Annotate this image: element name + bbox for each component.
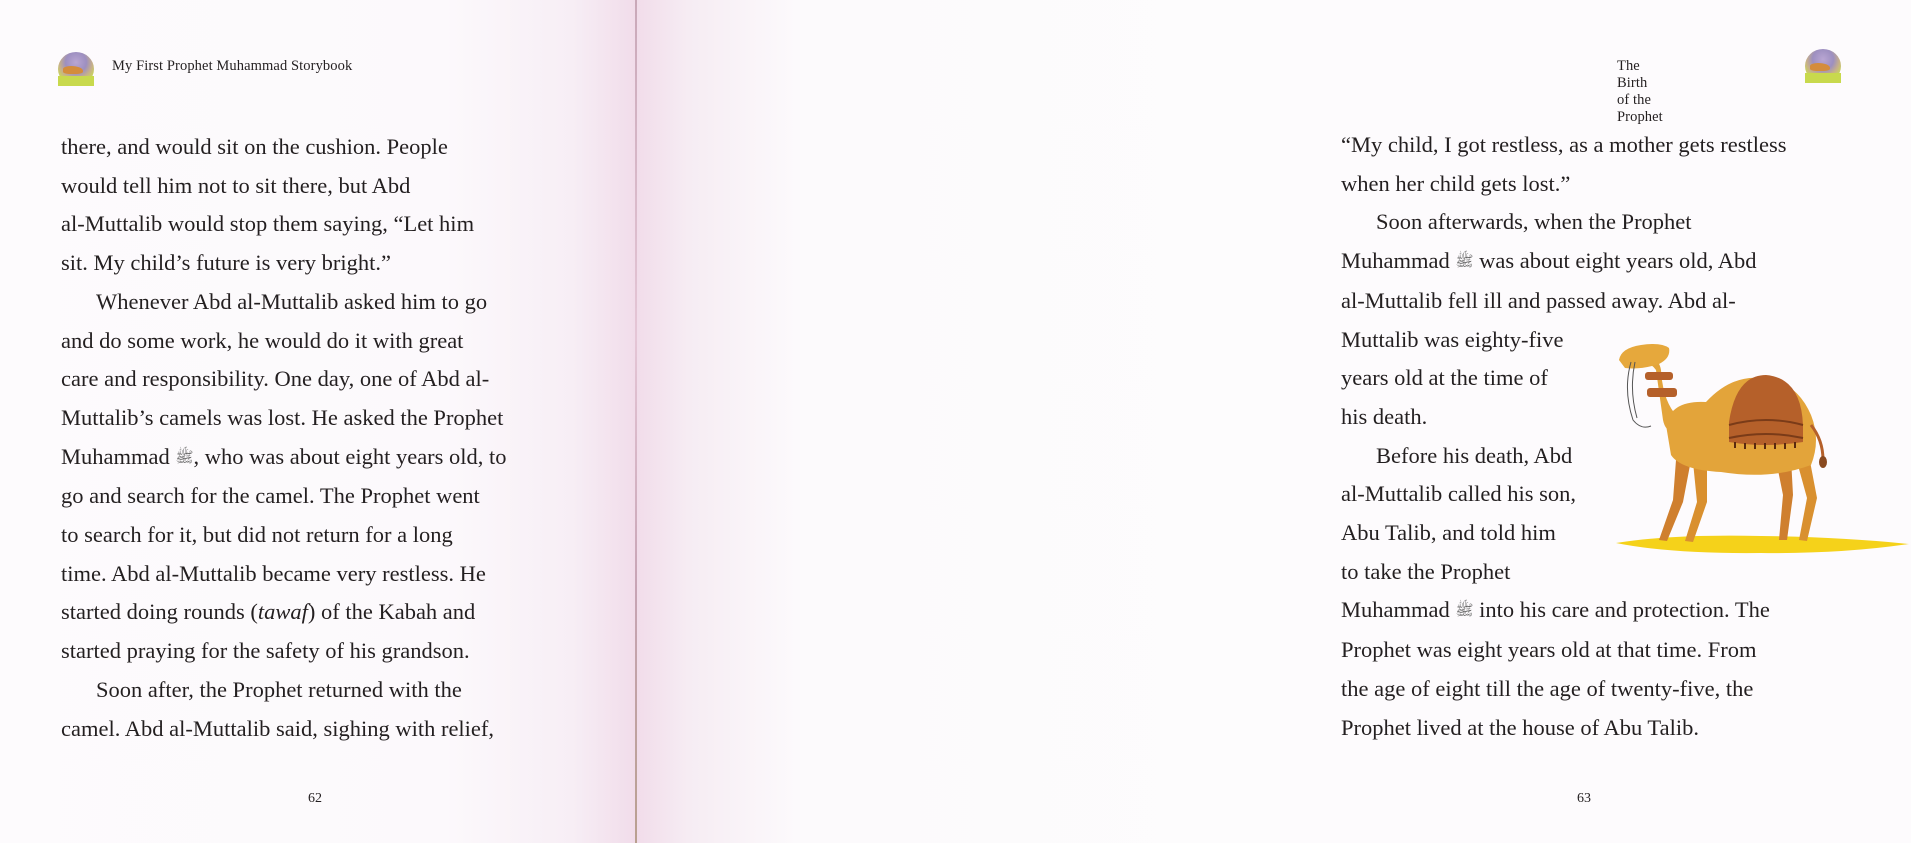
text-line: to search for it, but did not return for a long — [61, 522, 453, 548]
pbuh-symbol-icon: ﷺ — [1455, 254, 1474, 271]
text-line — [1341, 591, 1871, 631]
left-page — [0, 0, 636, 843]
page-number: 63 — [1577, 791, 1591, 806]
text-line: to take the Prophet — [1341, 558, 1511, 584]
text-line: years old at the time of — [1341, 365, 1548, 391]
text-line: care and responsibility. One day, one of Abd al- — [61, 366, 490, 392]
text-line: would tell him not to sit there, but Abd — [61, 172, 411, 198]
text-line: Abu Talib, and told him — [1341, 520, 1556, 546]
text-line: Prophet lived at the house of Abu Talib. — [1341, 714, 1699, 740]
text-line: started praying for the safety of his grandson. — [61, 638, 470, 664]
text-line: time. Abd al-Muttalib became very restless. He — [61, 560, 486, 586]
text-line: Whenever Abd al-Muttalib asked him to go — [96, 288, 488, 314]
left-page-body — [61, 128, 581, 748]
text-segment: ) of the Kabah and — [307, 599, 476, 625]
text-line: and do some work, he would do it with great — [61, 327, 464, 353]
page-number: 62 — [308, 791, 322, 806]
text-line: when her child gets lost.” — [1341, 170, 1571, 196]
pbuh-symbol-icon: ﷺ — [1455, 603, 1474, 620]
text-line: sit. My child’s future is very bright.” — [61, 250, 391, 276]
text-line: Soon afterwards, when the Prophet — [1376, 209, 1692, 235]
pbuh-symbol-icon: ﷺ — [175, 449, 194, 466]
camel-illustration — [1611, 330, 1911, 560]
text-line: Muttalib’s camels was lost. He asked the Prophet — [61, 404, 504, 430]
landscape-vignette-icon — [1805, 49, 1841, 83]
text-line: his death. — [1341, 403, 1428, 429]
text-segment: started doing rounds ( — [61, 599, 258, 625]
landscape-vignette-icon — [58, 52, 94, 86]
italic-term: tawaf — [257, 599, 308, 625]
text-segment: Muhammad — [1341, 597, 1456, 623]
text-segment: Muhammad — [61, 443, 176, 469]
text-line — [61, 438, 581, 478]
text-line: there, and would sit on the cushion. People — [61, 134, 448, 159]
text-line: al-Muttalib fell ill and passed away. Abd al- — [1341, 287, 1736, 313]
right-page — [636, 0, 1787, 843]
text-line: al-Muttalib would stop them saying, “Let him — [61, 211, 475, 237]
running-head-chapter-title: The Birth of the Prophet — [1617, 58, 1663, 125]
text-line: go and search for the camel. The Prophet went — [61, 483, 480, 509]
text-line: Soon after, the Prophet returned with the — [96, 676, 462, 702]
text-line — [1341, 242, 1871, 282]
text-line — [61, 593, 581, 632]
text-segment: Muhammad — [1341, 248, 1456, 274]
text-segment: , who was about eight years old, to — [193, 443, 507, 469]
text-line: al-Muttalib called his son, — [1341, 481, 1576, 507]
text-line: the age of eight till the age of twenty-five, the — [1341, 675, 1754, 701]
text-line: Muttalib was eighty-five — [1341, 326, 1564, 352]
running-head-book-title: My First Prophet Muhammad Storybook — [112, 58, 353, 74]
text-line: “My child, I got restless, as a mother gets restless — [1341, 132, 1787, 157]
text-line: camel. Abd al-Muttalib said, sighing with relief, — [61, 715, 495, 741]
book-gutter — [635, 0, 637, 843]
text-line: Prophet was eight years old at that time. From — [1341, 637, 1757, 663]
text-segment: was about eight years old, Abd — [1473, 248, 1757, 274]
text-line: Before his death, Abd — [1376, 442, 1573, 468]
text-segment: into his care and protection. The — [1473, 597, 1770, 623]
